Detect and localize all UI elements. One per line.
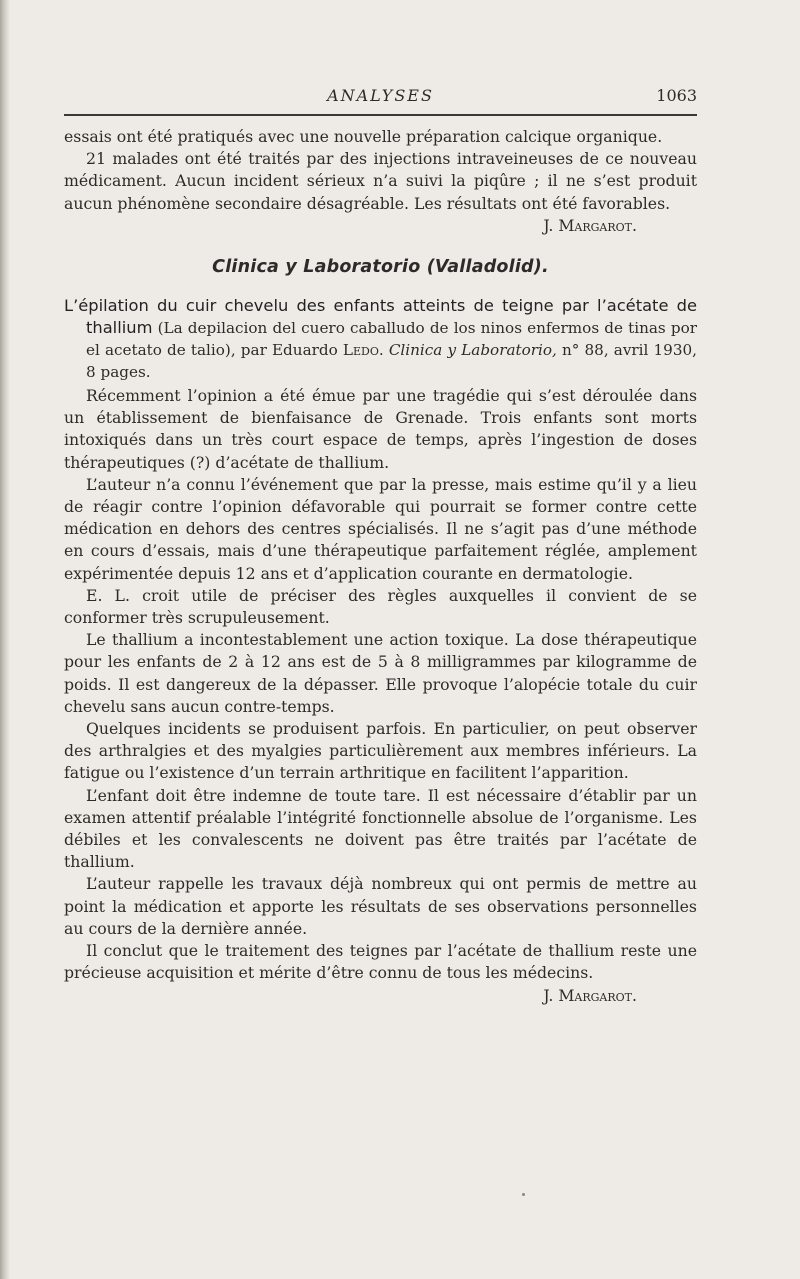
article-paragraph-4: Le thallium a incontestablement une action toxique. La dose thérapeutique pour les enfants de 2 à 12 ans est de 5 à 8 milligrammes par kilogramme de poids. Il est dangereux de la dépasser. Elle provoque l’alopécie totale du cuir chevelu sans aucun contre-temps. — [64, 630, 697, 716]
prev-article-paragraph-1: essais ont été pratiqués avec une nouvelle préparation calcique organique. — [64, 127, 663, 146]
article-paragraph-7: L’auteur rappelle les travaux déjà nombreux qui ont permis de mettre au point la médication et apporte les résultats de ses observations personnelles au cours de la dernière année. — [64, 874, 697, 938]
prev-article-signature-line — [64, 215, 697, 237]
page-content — [64, 84, 697, 1007]
article-reference — [64, 295, 697, 383]
article-paragraph-3: E. L. croit utile de préciser des règles auxquelles il convient de se conformer très scrupuleusement. — [64, 585, 697, 628]
article-paragraph-5: Quelques incidents se produisent parfois. En particulier, on peut observer des arthralgies et des myalgies particulièrement aux membres inférieurs. La fatigue ou l’existence d’un terrain arthritique en facilitent l’apparition. — [64, 719, 697, 783]
paper-speck — [522, 1193, 525, 1196]
journal-section-heading: Clinica y Laboratorio (Valladolid). — [212, 257, 549, 278]
article-paragraph-6: L’enfant doit être indemne de toute tare. Il est nécessaire d’établir par un examen attentif préalable l’intégrité fonctionnelle absolue de l’organisme. Les débiles et les convalescents ne doivent pas être traités par l’acétate de thallium. — [64, 785, 697, 872]
article-reference-dot: . — [378, 341, 389, 360]
article-paragraph-2: L’auteur n’a connu l’événement que par la presse, mais estime qu’il y a lieu de réagir contre l’opinion défavorable qui pourrait se former contre cette médication en dehors des centres spécialisés. Il ne s’agit pas d’une méthode en cours d’essais, mais d’une thérapeutique parfaitement réglée, amplement expérimentée depuis 12 ans et d’application courante en dermatologie. — [64, 474, 697, 583]
article-reference-details: n° 88, avril 1930, 8 pages. — [86, 341, 698, 382]
running-title: ANALYSES — [327, 86, 434, 105]
article-reference-text: (La depilacion del cuero caballudo de los ninos enfermos de tinas por el acetato de talio), par Eduardo — [86, 319, 697, 360]
header-rule — [64, 114, 697, 116]
article-paragraph-1: Récemment l’opinion a été émue par une tragédie qui s’est déroulée dans un établissement de bienfaisance de Grenade. Trois enfants sont morts intoxiqués dans un très court espace de temps, après l’ingestion de doses thérapeutiques (?) d’acétate de thallium. — [64, 386, 697, 472]
article-signature-line — [64, 985, 697, 1007]
prev-article-signature: J. Margarot. — [543, 215, 637, 235]
running-header — [64, 84, 697, 114]
article-author: Ledo — [342, 341, 379, 360]
article-journal: Clinica y Laboratorio, — [388, 341, 557, 360]
page-number: 1063 — [656, 86, 697, 105]
prev-article-paragraph-2: 21 malades ont été traités par des injections intraveineuses de ce nouveau médicament. Aucun incident sérieux n’a suivi la piqûre ; il ne s’est produit aucun phénomène secondaire désagréable. Les résultats ont été favorables. — [64, 149, 697, 213]
page-spine-shadow — [0, 0, 10, 1279]
article-signature: J. Margarot. — [543, 985, 637, 1005]
article-title: L’épilation du cuir chevelu des enfants atteints de teigne par l’acétate de thallium — [64, 296, 697, 338]
article-paragraph-8: Il conclut que le traitement des teignes par l’acétate de thallium reste une précieuse acquisition et mérite d’être connu de tous les médecins. — [64, 941, 697, 983]
